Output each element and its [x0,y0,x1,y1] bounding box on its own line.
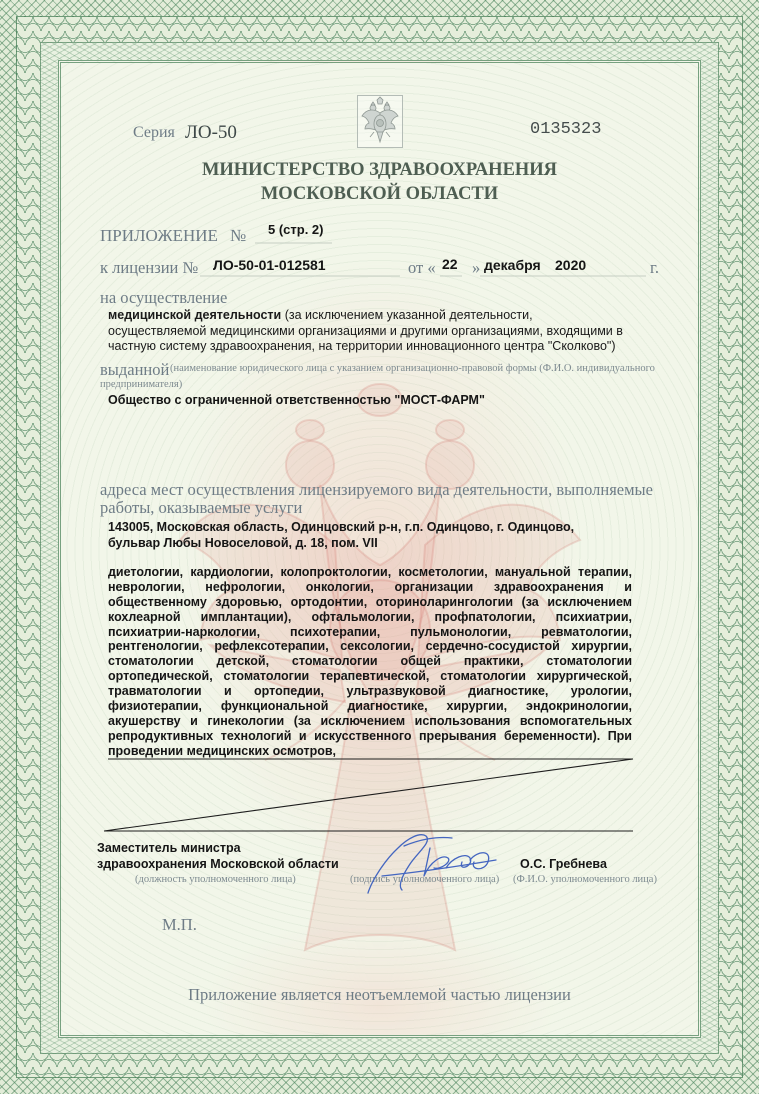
activity-label: на осуществление [100,288,228,307]
name-hint: (Ф.И.О. уполномоченного лица) [513,874,657,885]
address-line2: бульвар Любы Новоселовой, д. 18, пом. VII [108,536,378,550]
appendix-label: ПРИЛОЖЕНИЕ [100,226,218,245]
appendix-number: 5 (стр. 2) [268,222,324,237]
services-line: рентгенологии, рефлексотерапии, сексологии, сердечно-сосудистой хирургии, [108,639,632,654]
services-line: физиотерапии, функциональной диагностике, хирургии, эндокринологии, [108,699,632,714]
services-line: общественному здоровью, ортодонтии, оториноларингологии (за исключением [108,594,632,609]
date-month: декабря [484,257,541,273]
signatory-position [97,840,339,872]
activity-name: медицинской деятельности [108,308,282,322]
services-line: диетологии, кардиологии, колопроктологии, косметологии, мануальной терапии, [108,565,632,579]
services-line: стоматологии детской, стоматологии общей практики, стоматологии [108,654,632,669]
licensee-label: выданной [100,360,170,379]
signatory-position-line2: здравоохранения Московской области [97,857,339,871]
activity-rest: (за исключением указанной деятельности, [284,308,533,322]
date-quote-close: » [472,258,481,277]
blank-number: 0135323 [530,120,602,139]
signatory-name: О.С. Гребнева [520,857,607,871]
series-label: Серия [133,124,175,141]
licensee-name: Общество с ограниченной ответственностью "МОСТ-ФАРМ" [108,393,485,407]
services-line: репродуктивных технологий и искусственного прерывания беременности). При [108,728,632,743]
activity-line [108,308,623,324]
signatory-position-line1: Заместитель министра [97,841,241,855]
signature-hint: (подпись уполномоченного лица) [350,874,500,885]
date-day: 22 [442,256,458,272]
date-year: 2020 [555,257,587,273]
address-line1: 143005, Московская область, Одинцовский р-н, г.п. Одинцово, г. Одинцово, [108,520,575,534]
services-line: травматологии и ортопедии, ультразвуковой диагностике, урологии, [108,684,632,699]
activity-line: частную систему здравоохранения, на территории инновационного центра "Сколково") [108,339,616,353]
ministry-title-line2: МОСКОВСКОЙ ОБЛАСТИ [260,184,499,204]
license-label: к лицензии № [100,258,199,277]
activity-line: осуществляемой медицинскими организациями и другими организациями, входящими в [108,323,623,338]
services-line: акушерству и гинекологии (за исключением использования вспомогательных [108,713,632,728]
services-line: неврологии, нефрологии, онкологии, организации здравоохранения и [108,579,632,594]
ministry-title [0,158,759,206]
addresses-label-line2: работы, оказываемые услуги [100,498,303,517]
license-number: ЛО-50-01-012581 [213,257,326,273]
services-line: ортопедической, стоматологии терапевтической, стоматологии хирургической, [108,669,632,684]
services-line: психиатрии-наркологии, психотерапии, пульмонологии, ревматологии, [108,624,632,639]
activity-text [108,308,623,355]
licensee-hint-line1: (наименование юридического лица с указанием организационно-правовой формы (Ф.И.О. индивидуального [170,363,655,374]
date-prefix: от « [408,258,436,277]
stamp-place-label: М.П. [162,915,197,934]
position-hint: (должность уполномоченного лица) [135,874,296,885]
footer-note: Приложение является неотъемлемой частью лицензии [188,985,571,1004]
services-line: кохлеарной имплантации), офтальмологии, профпатологии, психиатрии, [108,609,632,624]
services-line: проведении медицинских осмотров, [108,743,337,758]
addresses-label-line1: адреса мест осуществления лицензируемого вида деятельности, выполняемые [100,480,653,499]
appendix-number-sign: № [230,226,247,245]
series-value: ЛО-50 [185,122,237,143]
services-list [108,565,632,759]
addresses-label [100,481,653,517]
address [108,519,574,551]
date-year-suffix: г. [650,258,660,277]
licensee-hint-line2: предпринимателя) [100,379,183,390]
ministry-title-line1: МИНИСТЕРСТВО ЗДРАВООХРАНЕНИЯ [201,160,558,180]
